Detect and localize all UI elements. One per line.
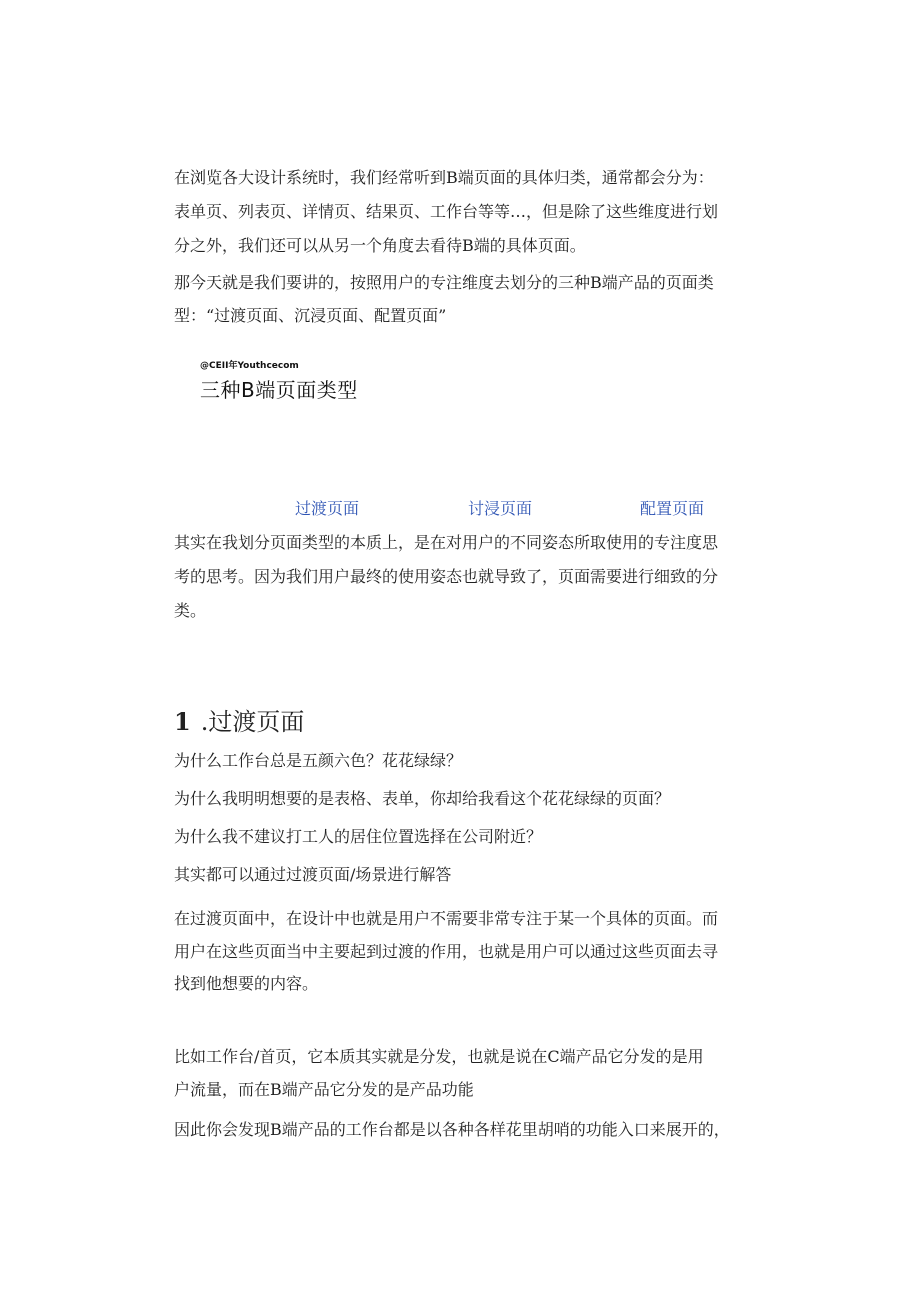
question-2: 为什么我明明想要的是表格、表单，你却给我看这个花花绿绿的页面？ [174,789,671,808]
figure-label-config: 配置页面 [640,499,705,518]
figure-label-immersive: 讨浸页面 [468,499,533,518]
para3-line-1: 因此你会发现B端产品的工作台都是以各种各样花里胡哨的功能入口来展开的， [174,1120,730,1139]
section-number: 1 [174,707,191,736]
figure-caption: @CEII年Youthcecom [200,361,299,371]
figure-title: 三种B端页面类型 [200,378,358,402]
question-1: 为什么工作台总是五颜六色？花花绿绿？ [174,751,463,770]
section-title: .过渡页面 [200,708,305,736]
para1-line-2: 用户在这些页面当中主要起到过渡的作用，也就是用户可以通过这些页面去寻 [174,942,719,961]
intro-line-3: 分之外，我们还可以从另一个角度去看待B端的具体页面。 [174,236,586,255]
para2-line-1: 比如工作台/首页，它本质其实就是分发，也就是说在C端产品它分发的是用 [174,1047,704,1066]
section-heading [174,702,304,737]
intro-line-2: 表单页、列表页、详情页、结果页、工作台等等…，但是除了这些维度进行划 [174,202,719,221]
intro2-line-1: 那今天就是我们要讲的，按照用户的专注维度去划分的三种B端产品的页面类 [174,273,714,292]
para2-line-2: 户流量，而在B端产品它分发的是产品功能 [174,1080,474,1099]
after-figure-line-1: 其实在我划分页面类型的本质上，是在对用户的不同姿态所取使用的专注度思 [174,533,719,552]
after-figure-line-3: 类。 [174,601,207,620]
after-figure-line-2: 考的思考。因为我们用户最终的使用姿态也就导致了，页面需要进行细致的分 [174,567,719,586]
para1-line-3: 找到他想要的内容。 [174,974,319,993]
figure-label-transition: 过渡页面 [295,499,360,518]
intro-line-1: 在浏览各大设计系统时，我们经常听到B端页面的具体归类，通常都会分为： [174,168,714,187]
question-3: 为什么我不建议打工人的居住位置选择在公司附近？ [174,827,543,846]
question-answer: 其实都可以通过过渡页面/场景进行解答 [174,865,452,884]
para1-line-1: 在过渡页面中，在设计中也就是用户不需要非常专注于某一个具体的页面。而 [174,909,719,928]
intro2-line-2: 型：“过渡页面、沉浸页面、配置页面” [174,306,447,325]
